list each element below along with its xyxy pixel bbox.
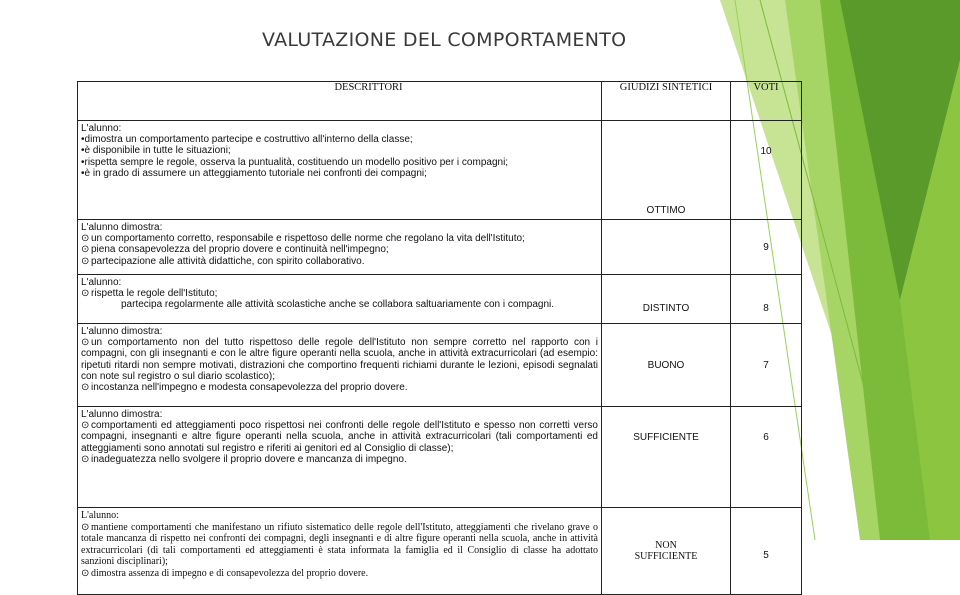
- descriptor-cell: L'alunno dimostra: ⊙ un comportamento non del tutto rispettoso delle regole dell'Istituto non sempre corretto nel rapporto con i compagni, con gli insegnanti e con le altre figure operanti nella scuola, anche in attività extracurricolari (ad esempio: ripetuti ritardi non sempre motivati, distrazioni che comportino frequenti richiami durante le lezioni, episodi segnalati con note sul registro o sul diario scolastico); ⊙ incostanza nell'impegno e modesta consapevolezza del proprio dovere.: [78, 324, 602, 407]
- header-giudizi-sintetici: GIUDIZI SINTETICI: [602, 82, 731, 121]
- descriptor-cell: L'alunno: ⊙ rispetta le regole dell'Istituto; partecipa regolarmente alle attività scolastiche anche se collabora saltuariamente con i compagni.: [78, 275, 602, 324]
- judgment-cell: [602, 220, 731, 275]
- table-row: [78, 275, 802, 324]
- table-row: [78, 407, 802, 508]
- vote-cell: 10: [731, 121, 802, 220]
- page-title: VALUTAZIONE DEL COMPORTAMENTO: [262, 29, 627, 51]
- judgment-cell: NON SUFFICIENTE: [602, 508, 731, 595]
- vote-cell: 8: [731, 275, 802, 324]
- clock-bullet-icon: ⊙: [81, 337, 90, 349]
- clock-bullet-icon: ⊙: [81, 567, 90, 579]
- clock-bullet-icon: ⊙: [81, 255, 90, 267]
- clock-bullet-icon: ⊙: [81, 244, 90, 256]
- table-row: [78, 121, 802, 220]
- descriptor-cell: L'alunno dimostra: ⊙ comportamenti ed atteggiamenti poco rispettosi nei confronti delle regole dell'Istituto e spesso non corretti verso compagni, insegnanti e altre figure operanti nella scuola, anche in attività extracurricolari (tali comportamenti ed atteggiamenti sono annotati sul registro e riferiti ai genitori ed al Consiglio di classe); ⊙ inadeguatezza nello svolgere il proprio dovere e mancanza di impegno.: [78, 407, 602, 508]
- vote-cell: 6: [731, 407, 802, 508]
- clock-bullet-icon: ⊙: [81, 420, 90, 432]
- table-row: [78, 324, 802, 407]
- descriptor-cell: L'alunno dimostra: ⊙ un comportamento corretto, responsabile e rispettoso delle norme che regolano la vita dell'Istituto; ⊙ piena consapevolezza del proprio dovere e continuità nell'impegno; ⊙ partecipazione alle attività didattiche, con spirito collaborativo.: [78, 220, 602, 275]
- clock-bullet-icon: ⊙: [81, 233, 90, 245]
- vote-cell: 9: [731, 220, 802, 275]
- clock-bullet-icon: ⊙: [81, 382, 90, 394]
- table-header-row: [78, 82, 802, 121]
- table-row: [78, 508, 802, 595]
- judgment-cell: SUFFICIENTE: [602, 407, 731, 508]
- vote-cell: 5: [731, 508, 802, 595]
- vote-cell: 7: [731, 324, 802, 407]
- header-voti: VOTI: [731, 82, 802, 121]
- table-row: [78, 220, 802, 275]
- judgment-cell: DISTINTO: [602, 275, 731, 324]
- clock-bullet-icon: ⊙: [81, 453, 90, 465]
- descriptor-cell: L'alunno: ⊙ mantiene comportamenti che manifestano un rifiuto sistematico delle regole dell'Istituto, atteggiamenti che rivelano grave o totale mancanza di rispetto nei confronti dei compagni, degli insegnanti e di altre figure operanti nella scuola, anche in attività extracurricolari (di tali comportamenti ed atteggiamenti è stata informata la famiglia ed il Consiglio di classe ha adottato sanzioni disciplinari); ⊙ dimostra assenza di impegno e di consapevolezza del proprio dovere.: [78, 508, 602, 595]
- header-descrittori: DESCRITTORI: [78, 82, 602, 121]
- behavior-evaluation-table: [77, 81, 802, 595]
- clock-bullet-icon: ⊙: [81, 521, 90, 533]
- descriptor-cell: L'alunno: •dimostra un comportamento partecipe e costruttivo all'interno della classe; •è disponibile in tutte le situazioni; •rispetta sempre le regole, osserva la puntualità, costituendo un modello positivo per i compagni; •è in grado di assumere un atteggiamento tutoriale nei confronti dei compagni;: [78, 121, 602, 220]
- clock-bullet-icon: ⊙: [81, 288, 90, 300]
- judgment-cell: BUONO: [602, 324, 731, 407]
- judgment-cell: OTTIMO: [602, 121, 731, 220]
